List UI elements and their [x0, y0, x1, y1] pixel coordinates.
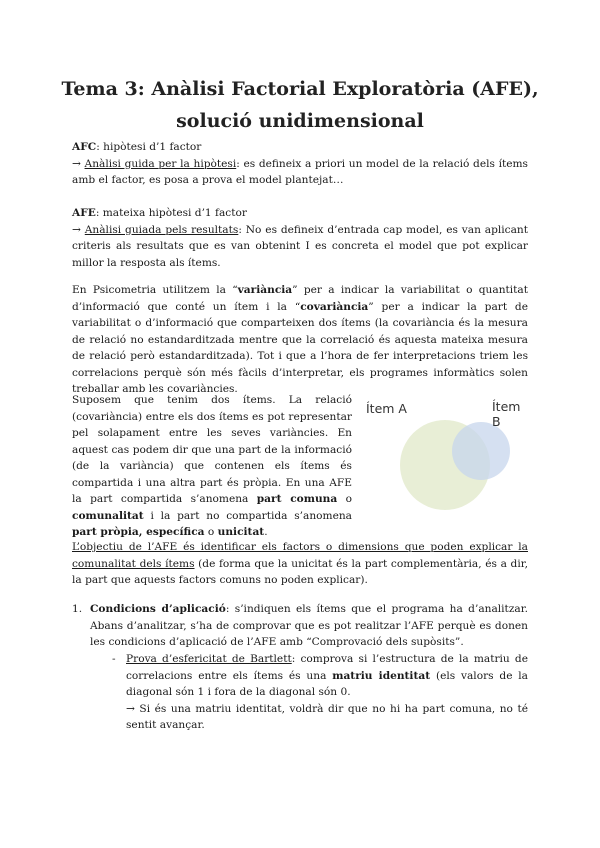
afe-desc: : mateixa hipòtesi d’1 factor — [95, 207, 247, 219]
list-number: 1. — [72, 603, 83, 615]
variance-text-1: En Psicometria utilitzem la “ — [72, 284, 238, 296]
items-text-2: o — [337, 493, 352, 505]
bartlett-link: Prova d’esfericitat de Bartlett — [126, 653, 292, 665]
dash-bullet: - — [112, 653, 116, 665]
bartlett-text-1: : comprova si l’estructura de la matriu de correlacions entre els ítems és una — [126, 653, 528, 682]
matriu-identitat-term: matriu identitat — [332, 669, 431, 682]
sub-list-item — [112, 651, 528, 734]
afe-text: : No es defineix d’entrada cap model, es van aplicant criteris als resultats que es van obtenint I es concreta el model que pot explicar millor la resposta als ítems. — [72, 223, 528, 269]
bartlett-text-2: (els valors de la diagonal són 1 i fora de la diagonal són 0. — [126, 669, 528, 698]
variance-term: variància — [237, 284, 293, 296]
arrow-glyph: → — [72, 223, 85, 236]
part-comuna-term: part comuna — [256, 493, 338, 505]
bartlett-arrow-note: → Si és una matriu identitat, voldrà dir que no hi ha part comuna, no té sentit avançar. — [126, 702, 528, 731]
list-text: : s’indiquen els ítems que el programa ha d’analitzar. Abans d’analitzar, s’ha de comprovar que es pot realitzar l’AFE perquè es donen les condicions d’aplicació de l’AFE amb “Comprovació dels supòsits”. — [90, 603, 528, 648]
afc-desc: : hipòtesi d’1 factor — [96, 141, 202, 153]
arrow-glyph: → — [72, 157, 85, 170]
venn-diagram — [360, 398, 528, 510]
items-text-3: i la part no compartida s’anomena — [143, 509, 352, 522]
item-a-label: Ítem A — [366, 401, 407, 416]
afc-term: AFC — [72, 141, 97, 153]
afe-section — [72, 205, 528, 271]
objective-paragraph — [72, 539, 528, 589]
items-text-5: . — [264, 526, 268, 538]
afe-link: Anàlisi guiada pels resultats — [84, 223, 239, 236]
afc-section — [72, 139, 528, 189]
page-title: Tema 3: Anàlisi Factorial Exploratòria (AFE), — [61, 78, 539, 100]
items-text-1: Suposem que tenim dos ítems. La relació (covariància) entre els dos ítems es pot representar pel solapament entre les seves variàncies. En aquest cas podem dir que una part de la informació (de la variància) que contenen els ítems és compartida i una altra part és pròpia. En una AFE la part compartida s’anomena — [72, 394, 352, 505]
afe-term: AFE — [72, 207, 96, 219]
variance-paragraph — [72, 282, 528, 398]
variance-text-3: ” per a indicar la part de variabilitat o d’informació que comparteixen dos ítems (la covariància és la mesura de relació no estandarditzada mentre que la correlació és aquesta mateixa mesura de relació però estandarditzada). Tot i que a l’hora de fer interpretacions triem les correlacions perquè són més fàcils d’interpretar, els programes informàtics solen treballar amb les covariàncies. — [72, 300, 528, 395]
covariance-term: covariància — [300, 300, 369, 313]
list-term: Condicions d’aplicació — [90, 603, 226, 615]
afc-text: : es defineix a priori un model de la relació dels ítems amb el factor, es posa a prova el model plantejat… — [72, 157, 528, 186]
afc-link: Anàlisi guida per la hipòtesi — [84, 157, 237, 170]
items-text-4: o — [204, 526, 218, 538]
page-subtitle: solució unidimensional — [176, 110, 424, 132]
part-propia-term: part pròpia, específica — [72, 526, 205, 538]
variance-text-2: ” per a indicar la variabilitat o quantitat d’informació que conté un ítem i la “ — [72, 284, 528, 313]
item-b-circle — [452, 422, 510, 480]
objective-text: (de forma que la unicitat és la part complementària, és a dir, la part que aquests factors comuns no poden explicar). — [72, 557, 528, 586]
comunalitat-term: comunalitat — [72, 509, 144, 522]
list-item — [72, 601, 528, 651]
items-paragraph — [72, 392, 352, 541]
objective-underlined: L’objectiu de l’AFE és identificar els factors o dimensions que poden explicar la comunalitat dels ítems — [72, 541, 528, 570]
unicitat-term: unicitat — [217, 526, 265, 538]
item-b-label: Ítem B — [492, 399, 521, 429]
